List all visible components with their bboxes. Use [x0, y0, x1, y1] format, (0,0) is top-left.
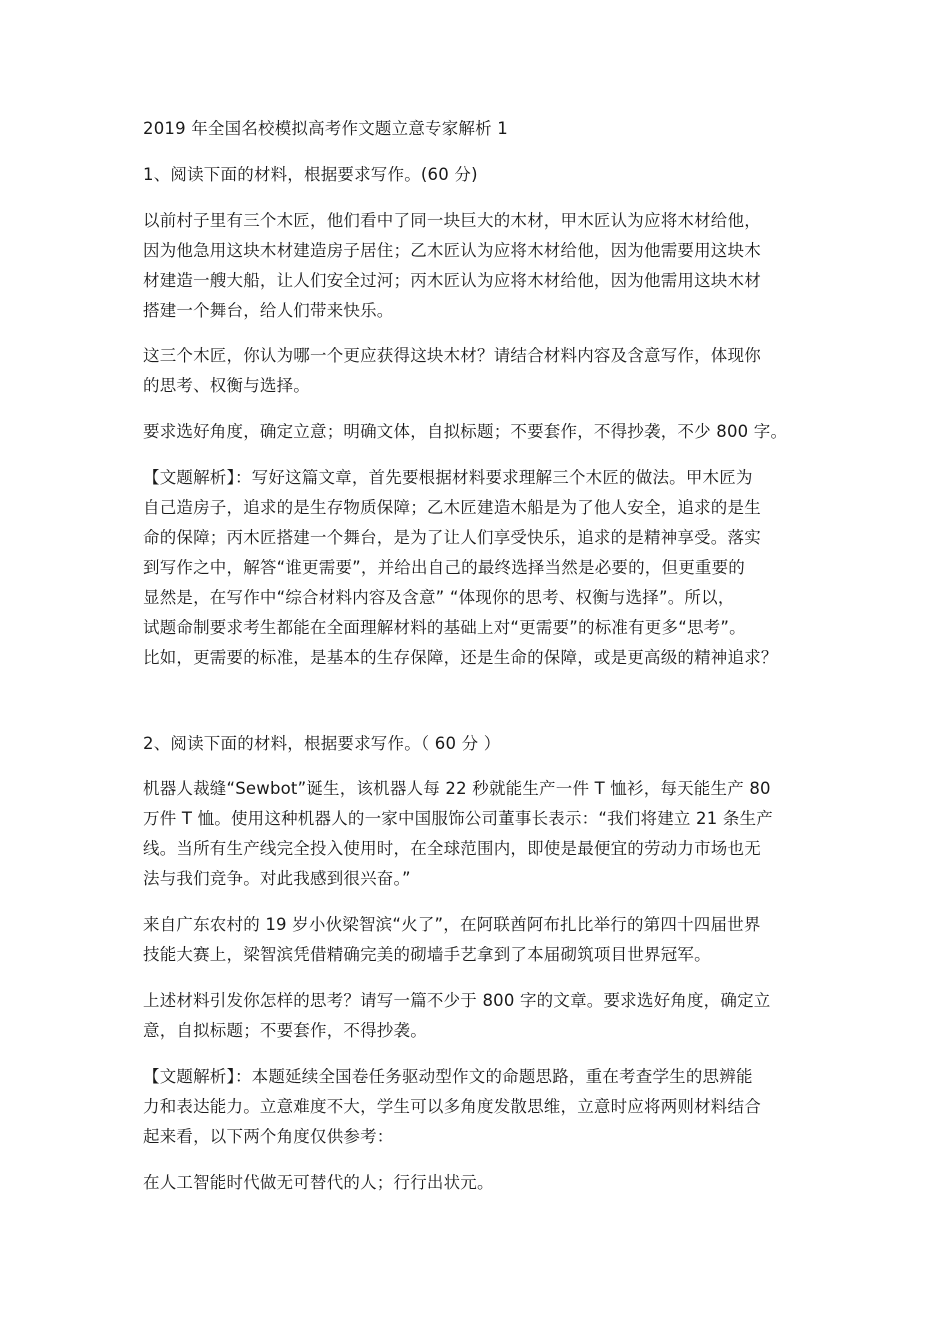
q2-material-line: 来自广东农村的 19 岁小伙梁智滨“火了”，在阿联酋阿布扎比举行的第四十四届世界 [143, 915, 761, 934]
q2-material-line: 技能大赛上，梁智滨凭借精确完美的砌墙手艺拿到了本届砌筑项目世界冠军。 [143, 945, 711, 964]
q1-material-line: 材建造一艘大船，让人们安全过河；丙木匠认为应将木材给他，因为他需用这块木材 [143, 271, 761, 290]
q1-material-line: 因为他急用这块木材建造房子居住；乙木匠认为应将木材给他，因为他需要用这块木 [143, 241, 761, 260]
q2-angle-1: 在人工智能时代做无可替代的人；行行出状元。 [143, 1173, 494, 1192]
q2-question-line: 上述材料引发你怎样的思考？请写一篇不少于 800 字的文章。要求选好角度，确定立 [143, 991, 771, 1010]
q2-material-line: 线。当所有生产线完全投入使用时，在全球范围内，即使是最便宜的劳动力市场也无 [143, 839, 761, 858]
q1-material-line: 以前村子里有三个木匠，他们看中了同一块巨大的木材，甲木匠认为应将木材给他， [143, 211, 761, 230]
q1-analysis-line: 命的保障；丙木匠搭建一个舞台，是为了让人们享受快乐，追求的是精神享受。落实 [143, 528, 761, 547]
q1-analysis-line: 到写作之中，解答“谁更需要”，并给出自己的最终选择当然是必要的，但更重要的 [143, 558, 745, 577]
q2-question-line: 意，自拟标题；不要套作，不得抄袭。 [143, 1021, 427, 1040]
q2-material-line: 机器人裁缝“Sewbot”诞生，该机器人每 22 秒就能生产一件 T 恤衫，每天能生产 80 [143, 779, 771, 798]
q1-analysis-line: 【文题解析】：写好这篇文章，首先要根据材料要求理解三个木匠的做法。甲木匠为 [143, 468, 753, 487]
q1-analysis-line: 试题命制要求考生都能在全面理解材料的基础上对“更需要”的标准有更多“思考”。 [143, 618, 746, 637]
q1-requirement: 要求选好角度，确定立意；明确文体，自拟标题；不要套作，不得抄袭，不少 800 字。 [143, 422, 788, 441]
q1-question-line: 这三个木匠，你认为哪一个更应获得这块木材？请结合材料内容及含意写作，体现你 [143, 346, 761, 365]
q1-analysis-line: 自己造房子，追求的是生存物质保障；乙木匠建造木船是为了他人安全，追求的是生 [143, 498, 761, 517]
question-1-heading: 1、阅读下面的材料，根据要求写作。(60 分) [143, 165, 478, 184]
q1-material-line: 搭建一个舞台，给人们带来快乐。 [143, 301, 394, 320]
document-title: 2019 年全国名校模拟高考作文题立意专家解析 1 [143, 119, 508, 138]
q1-analysis-line: 比如，更需要的标准，是基本的生存保障，还是生命的保障，或是更高级的精神追求？ [143, 648, 778, 667]
q2-analysis-line: 力和表达能力。立意难度不大，学生可以多角度发散思维，立意时应将两则材料结合 [143, 1097, 761, 1116]
q2-material-line: 万件 T 恤。使用这种机器人的一家中国服饰公司董事长表示：“我们将建立 21 条生产 [143, 809, 774, 828]
question-2-heading: 2、阅读下面的材料，根据要求写作。（ 60 分 ） [143, 734, 501, 753]
q1-analysis-line: 显然是，在写作中“综合材料内容及含意” “体现你的思考、权衡与选择”。所以， [143, 588, 735, 607]
q1-question-line: 的思考、权衡与选择。 [143, 376, 310, 395]
q2-material-line: 法与我们竞争。对此我感到很兴奋。” [143, 869, 411, 888]
q2-analysis-line: 【文题解析】：本题延续全国卷任务驱动型作文的命题思路，重在考查学生的思辨能 [143, 1067, 753, 1086]
q2-analysis-line: 起来看，以下两个角度仅供参考： [143, 1127, 394, 1146]
